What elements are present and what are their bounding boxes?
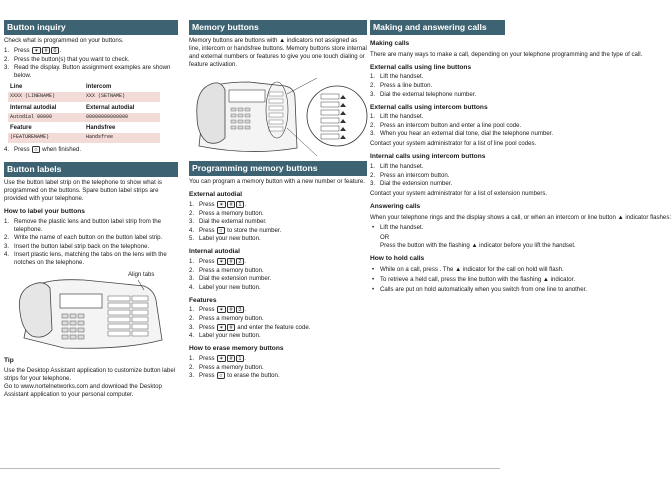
step: 3. Insert the button label strip back on the telephone. bbox=[4, 242, 150, 250]
memory-buttons-intro: Memory buttons are buttons with ▲ indicators not assigned as line, intercom or handsfree buttons. Memory buttons store internal and external numbers or features to give you one touch dialing or feature activation. bbox=[189, 37, 367, 69]
internal-intercom-note: Contact your system administrator for a list of extension numbers. bbox=[370, 190, 548, 198]
button-assignment-table: Line Intercom XXXX (LINENAME) XXX (SETNAME) Internal autodial External autodial Autodial 00000 00000000000000 Feature Handsfree (FEATURENAME) Handsfree bbox=[8, 83, 160, 143]
step: 4. Press ○ when finished. bbox=[4, 145, 82, 153]
button-labels-intro: Use the button label strip on the telephone to show what is programmed on the buttons. Spare button label strips are provided with your telephone. bbox=[4, 178, 162, 202]
external-intercom-note: Contact your system administrator for a list of line pool codes. bbox=[370, 140, 537, 148]
features-steps: 1. Press ✶ # 3 . 2. Press a memory button. 3. Press ✶ # and enter the feature code. 4. Label your new button. bbox=[189, 306, 311, 340]
step: 1. Press ✶ # 0 . bbox=[4, 47, 62, 55]
button-labels-header: Button labels bbox=[4, 162, 178, 177]
release-key: ○ bbox=[217, 227, 225, 234]
external-line-title: External calls using line buttons bbox=[370, 63, 472, 71]
answering-alt: Press the button with the flashing ▲ indicator before you lift the handset. bbox=[380, 241, 576, 249]
digit-key: 2 bbox=[236, 258, 244, 265]
button-inquiry-header: Button inquiry bbox=[4, 20, 178, 35]
hash-key: # bbox=[227, 258, 235, 265]
feature-key: ✶ bbox=[217, 201, 226, 208]
internal-autodial-steps: 1. Press ✶ # 2 . 2. Press a memory button. 3. Dial the extension number. 4. Label your new button. bbox=[189, 257, 272, 291]
step: 2. Write the name of each button on the button label strip. bbox=[4, 234, 163, 242]
erase-memory-steps: 1. Press ✶ # 1 . 2. Press a memory button. 3. Press ○ to erase the button. bbox=[189, 354, 280, 380]
step: 2. Press the button(s) that you want to check. bbox=[4, 55, 130, 63]
tip-text: Use the Desktop Assistant application to customize button label strips for your telephone. bbox=[4, 367, 176, 383]
hold-calls-title: How to hold calls bbox=[370, 255, 425, 263]
label-steps bbox=[4, 218, 178, 268]
hash-key: # bbox=[42, 47, 50, 54]
button-inquiry-step-4 bbox=[4, 146, 178, 154]
making-answering-header: Making and answering calls bbox=[370, 20, 505, 35]
answering-calls-title: Answering calls bbox=[370, 203, 421, 211]
memory-button-illustration bbox=[189, 72, 367, 158]
hash-key: # bbox=[227, 201, 235, 208]
digit-key: 1 bbox=[236, 201, 244, 208]
align-tabs-callout: Align tabs bbox=[128, 272, 155, 279]
external-autodial-title: External autodial bbox=[189, 191, 243, 199]
hash-key: # bbox=[227, 355, 235, 362]
answering-or: OR bbox=[380, 233, 390, 241]
hash-key: # bbox=[227, 306, 235, 313]
step: 1. Remove the plastic lens and button label strip from the telephone. bbox=[4, 217, 162, 233]
step: 3. Read the display. Button assignment examples are shown below. bbox=[4, 64, 171, 80]
memory-buttons-header: Memory buttons bbox=[189, 20, 367, 35]
making-calls-title: Making calls bbox=[370, 40, 410, 47]
digit-key: 0 bbox=[51, 47, 59, 54]
features-title: Features bbox=[189, 296, 217, 304]
feature-key: ✶ bbox=[217, 258, 226, 265]
page-bottom-rule bbox=[0, 468, 500, 469]
tip-title: Tip bbox=[4, 357, 14, 365]
release-key: ○ bbox=[32, 146, 40, 153]
programming-memory-header: Programming memory buttons bbox=[189, 161, 367, 176]
hash-key: # bbox=[227, 324, 235, 331]
release-key: ○ bbox=[217, 372, 225, 379]
internal-intercom-title: Internal calls using intercom buttons bbox=[370, 153, 486, 161]
telephone-label-illustration bbox=[4, 270, 178, 352]
digit-key: 3 bbox=[236, 306, 244, 313]
column-1 bbox=[4, 20, 178, 399]
erase-memory-title: How to erase memory buttons bbox=[189, 345, 284, 353]
programming-intro: You can program a memory button with a new number or feature. bbox=[189, 178, 365, 186]
feature-key: ✶ bbox=[217, 355, 226, 362]
telephone-illustration bbox=[189, 72, 367, 158]
feature-key: ✶ bbox=[217, 306, 226, 313]
step: 4. Insert plastic lens, matching the tabs on the lens with the notches on the telephone. bbox=[4, 251, 167, 267]
hold-calls-list: • While on a call, press . The ▲ indicator for the call on hold will flash. • To retrieve a held call, press the line button with the flashing ▲ indicator. • Calls are put on hold automatically when you switch from one line to another. bbox=[370, 266, 505, 294]
external-intercom-steps: 1. Lift the handset. 2. Press an intercom button and enter a line pool code. 3. When you hear an external dial tone, dial the telephone number. bbox=[370, 113, 554, 138]
answering-steps: • Lift the handset. bbox=[370, 224, 505, 232]
how-to-label-title: How to label your buttons bbox=[4, 208, 85, 215]
making-calls-intro: There are many ways to make a call, depending on your telephone programming and the type of call. bbox=[370, 50, 643, 58]
internal-intercom-steps: 1. Lift the handset. 2. Press an intercom button. 3. Dial the extension number. bbox=[370, 163, 453, 188]
feature-key: ✶ bbox=[32, 47, 41, 54]
tip-text-2: Go to www.nortelnetworks.com and download the Desktop Assistant application to your personal computer. bbox=[4, 383, 162, 399]
telephone-illustration bbox=[4, 270, 174, 352]
internal-autodial-title: Internal autodial bbox=[189, 248, 240, 256]
button-inquiry-intro: Check what is programmed on your buttons. bbox=[4, 37, 124, 44]
column-2 bbox=[189, 20, 367, 381]
external-autodial-steps: 1. Press ✶ # 1 . 2. Press a memory button. 3. Dial the external number. 4. Press ○ to store the number. 5. Label your new button. bbox=[189, 200, 282, 243]
button-inquiry-steps bbox=[4, 47, 178, 80]
external-line-steps: 1. Lift the handset. 2. Press a line button. 3. Dial the external telephone number. bbox=[370, 73, 477, 98]
answering-intro: When your telephone rings and the display shows a call, or when an intercom or line button ▲ indicator flashes: bbox=[370, 213, 671, 221]
column-3 bbox=[370, 20, 671, 296]
external-intercom-title: External calls using intercom buttons bbox=[370, 103, 488, 111]
feature-key: ✶ bbox=[217, 324, 226, 331]
digit-key: 1 bbox=[236, 355, 244, 362]
